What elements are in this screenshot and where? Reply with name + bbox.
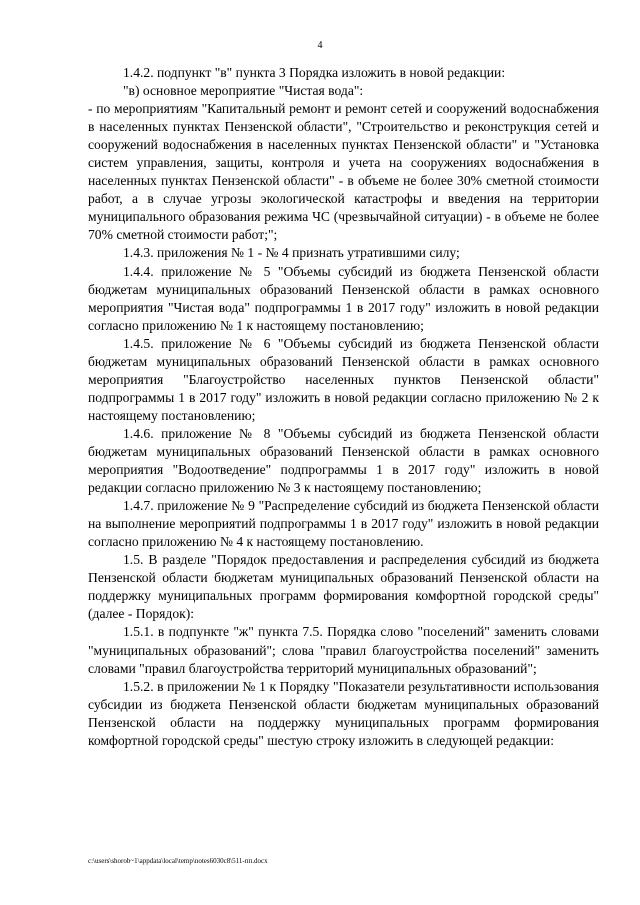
paragraph-1-4-6: 1.4.6. приложение № 8 "Объемы субсидий из бюджета Пензенской области бюджетам муниципальных образований Пензенской области в рамках основного мероприятия "Водоотведение" подпрограммы 1 в 2017 году" изложить в новой редакции согласно приложению № 3 к настоящему постановлению; <box>88 425 599 496</box>
paragraph-1-4-4: 1.4.4. приложение № 5 "Объемы субсидий из бюджета Пензенской области бюджетам муниципальных образований Пензенской области в рамках основного мероприятия "Чистая вода" подпрограммы 1 в 2017 году" изложить в новой редакции согласно приложению № 1 к настоящему постановлению; <box>88 263 599 333</box>
paragraph-quote-heading: "в) основное мероприятие "Чистая вода": <box>123 83 364 99</box>
paragraph-1-4-5: 1.4.5. приложение № 6 "Объемы субсидий из бюджета Пензенской области бюджетам муниципальных образований Пензенской области в рамках основного мероприятия "Благоустройство населенных пунктов Пензенской области" подпрограммы 1 в 2017 году" изложить в новой редакции согласно приложению № 2 к настоящему постановлению; <box>88 335 599 423</box>
page-number: 4 <box>317 40 323 51</box>
document-body <box>88 64 599 750</box>
paragraph-1-5-2: 1.5.2. в приложении № 1 к Порядку "Показатели результативности использования субсидии из бюджета Пензенской области бюджетам муниципальных образований Пензенской области на поддержку муниципальных программ формирования комфортной городской среды" шестую строку изложить в следующей редакции: <box>88 678 599 748</box>
paragraph-measures: - по мероприятиям "Капитальный ремонт и ремонт сетей и сооружений водоснабжения в населенных пунктах Пензенской области", "Строительство и реконструкция сетей и сооружений водоснабжения в населенных пунктах Пензенской области" и "Установка систем управления, защиты, контроля и учета на сооружениях водоснабжения в населенных пунктах Пензенской области" - в объеме не более 30% сметной стоимости работ, а в случае угрозы экологической катастрофы и введения на территории муниципального образования режима ЧС (чрезвычайной ситуации) - в объеме не более 70% сметной стоимости работ;"; <box>88 101 599 243</box>
paragraph-1-4-3: 1.4.3. приложения № 1 - № 4 признать утратившими силу; <box>123 245 460 261</box>
footer-file-path: c:\users\shorob~1\appdata\local\temp\notes6030c8\511-пп.docx <box>88 857 268 865</box>
paragraph-1-4-7: 1.4.7. приложение № 9 "Распределение субсидий из бюджета Пензенской области на выполнение мероприятий подпрограммы 1 в 2017 году" изложить в новой редакции согласно приложению № 4 к настоящему постановлению. <box>88 498 599 550</box>
paragraph-1-4-2: 1.4.2. подпункт "в" пункта 3 Порядка изложить в новой редакции: <box>123 65 506 80</box>
paragraph-1-5-1: 1.5.1. в подпункте "ж" пункта 7.5. Порядка слово "поселений" заменить словами "муниципальных образований"; слова "правил благоустройства поселений" заменить словами "правил благоустройства территорий муниципальных образований"; <box>88 624 599 676</box>
paragraph-1-5: 1.5. В разделе "Порядок предоставления и распределения субсидий из бюджета Пензенской области бюджетам муниципальных образований Пензенской области на поддержку муниципальных программ формирования комфортной городской среды" (далее - Порядок): <box>88 552 599 622</box>
